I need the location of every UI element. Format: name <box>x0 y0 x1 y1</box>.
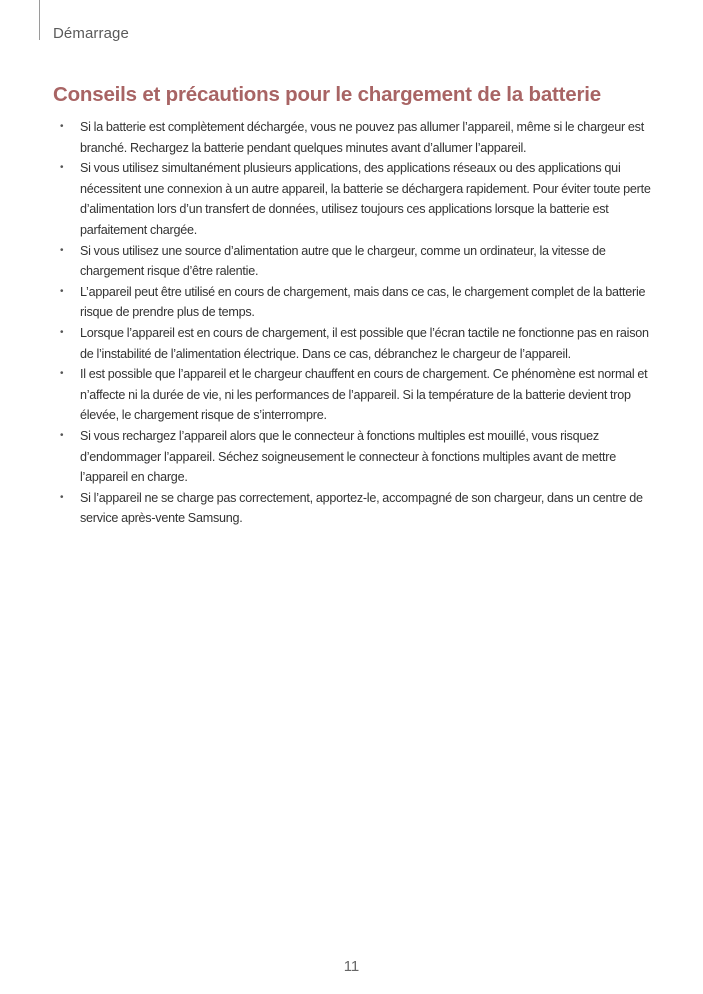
list-item-text: Si vous utilisez simultanément plusieurs applications, des applications réseaux ou des applications qui nécessitent une connexion à un autre appareil, la batterie se déchargera rapidement. Pour éviter toute perte d’alimentation lors d’un transfert de données, utilisez toujours ces applications lorsque la batterie est parfaitement chargée. <box>80 161 651 237</box>
list-item <box>53 426 653 488</box>
bullet-icon: • <box>60 244 64 256</box>
list-item <box>53 364 653 426</box>
bullet-icon: • <box>60 368 64 380</box>
header-divider <box>39 0 40 40</box>
list-item <box>53 323 653 364</box>
list-item <box>53 488 653 529</box>
list-item-text: Si l’appareil ne se charge pas correctement, apportez-le, accompagné de son chargeur, dans un centre de service après-vente Samsung. <box>80 490 643 526</box>
list-item <box>53 117 653 158</box>
list-item <box>53 241 653 282</box>
page-number: 11 <box>343 958 360 975</box>
bullet-icon: • <box>60 285 64 297</box>
bullet-icon: • <box>60 429 64 441</box>
chapter-label: Démarrage <box>53 25 129 42</box>
list-item-text: Si vous rechargez l’appareil alors que le connecteur à fonctions multiples est mouillé, vous risquez d’endommager l’appareil. Séchez soigneusement le connecteur à fonctions multiples avant de mettre l’appareil en charge. <box>80 428 616 485</box>
list-item-text: Si la batterie est complètement déchargée, vous ne pouvez pas allumer l’appareil, même si le chargeur est branché. Rechargez la batterie pendant quelques minutes avant d’allumer l’appareil. <box>80 120 644 155</box>
list-item-text: Si vous utilisez une source d’alimentation autre que le chargeur, comme un ordinateur, la vitesse de chargement risque d’être ralentie. <box>80 243 606 279</box>
list-item <box>53 282 653 323</box>
bullet-icon: • <box>60 326 64 338</box>
list-item <box>53 158 653 240</box>
section-title: Conseils et précautions pour le chargement de la batterie <box>53 83 601 106</box>
list-item-text: L’appareil peut être utilisé en cours de chargement, mais dans ce cas, le chargement complet de la batterie risque de prendre plus de temps. <box>80 284 646 320</box>
bullet-icon: • <box>60 121 64 132</box>
bullet-icon: • <box>60 162 64 174</box>
list-item-text: Il est possible que l’appareil et le chargeur chauffent en cours de chargement. Ce phénomène est normal et n’affecte ni la durée de vie, ni les performances de l’appareil. Si la température de la batterie devient trop élevée, le chargement risque de s’interrompre. <box>80 367 648 423</box>
bullet-icon: • <box>60 491 64 503</box>
tips-list <box>53 117 653 529</box>
list-item-text: Lorsque l’appareil est en cours de chargement, il est possible que l’écran tactile ne fonctionne pas en raison de l’instabilité de l’alimentation électrique. Dans ce cas, débranchez le chargeur de l’appareil. <box>80 325 649 361</box>
